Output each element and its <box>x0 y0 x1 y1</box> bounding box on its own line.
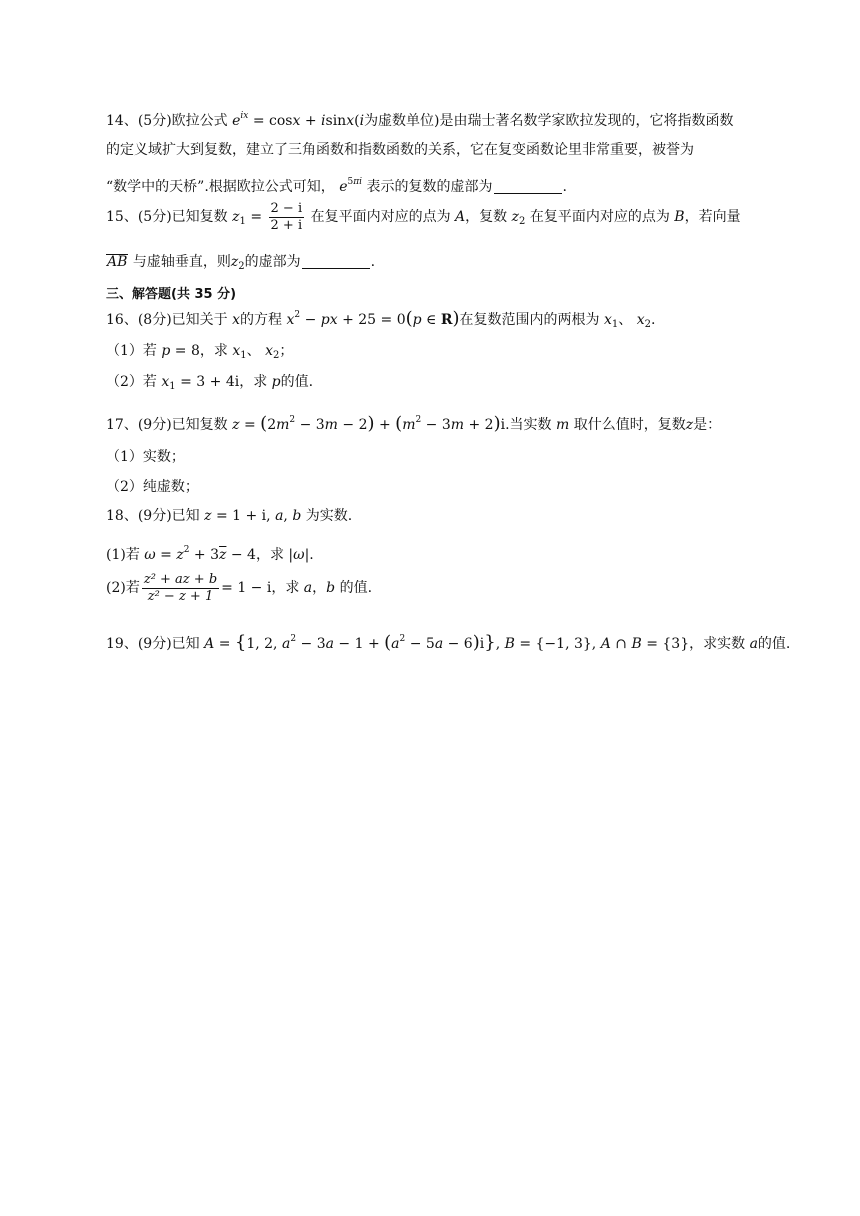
q18-fraction: $\frac{\text{z² + az + b}}{\text{z² − z + 1}}$ <box>143 571 218 604</box>
q14-line2: 的定义域扩大到复数，建立了三角函数和指数函数的关系，它在复变函数论里非常重要，被誉为 <box>106 142 694 158</box>
answer-blank <box>302 254 370 269</box>
q18-line1: 18、(9分)已知 z = 1 + i, a, b 为实数. <box>106 508 353 524</box>
q16-part2: （2）若 $x_1 = 3 + 4i$，求 p的值. <box>106 374 314 392</box>
q16-line1: 16、(8分)已知关于 x的方程 $x^2$ − px + 25 = 0(p ∈ R)在复数范围内的两根为 $x_1$、 $x_2$. <box>106 308 656 330</box>
q18-part2: (2)若 $\frac{\text{z² + az + b}}{\text{z² − z + 1}}$ = 1 − i，求 a，b 的值. <box>106 571 373 604</box>
q17-part1: （1）实数； <box>106 449 185 465</box>
point-a: A <box>455 209 466 225</box>
q14-text: 为虚数单位)是由瑞士著名数学家欧拉发现的，它将指数函数 <box>364 113 734 129</box>
answer-blank <box>494 179 562 194</box>
q14-score: 、(5分)欧拉公式 <box>123 113 228 129</box>
q14-line1: 14、(5分)欧拉公式 $e^{ix} = \cos x + isinx(i$为虚数单位)是由瑞士著名数学家欧拉发现的，它将指数函数 <box>106 111 734 129</box>
q19-formula: A = {1, 2, $a^2 - 3a - 1 + (a^2 - 5a - 6)i$}, B = {−1, 3}, A ∩ B = {3} <box>204 632 690 653</box>
q16-equation: $x^2$ − px + 25 = 0(p ∈ R) <box>286 308 460 329</box>
q15-z1: $z_1$ = $\frac{2 - i}{2 + i}$ <box>232 200 303 233</box>
q14-expression: $e^{5\pi i}$ <box>339 177 363 195</box>
q18-part1: (1)若 $\omega = z^2 + 3\overline{z} - 4$，求 |ω|. <box>106 545 314 563</box>
section-title: 三、解答题(共 35 分) <box>106 287 237 302</box>
q18-p1-formula: $\omega = z^2 + 3\overline{z} - 4$ <box>144 545 256 563</box>
q17-formula: $z = (2m^2 - 3m - 2) + (m^2 - 3m + 2)i$ <box>232 413 506 434</box>
q15-z2: $z_2$ <box>511 209 526 227</box>
q15-line2: AB 与虚轴垂直，则$z_2$的虚部为 . <box>107 254 376 272</box>
q14-euler-formula: $e^{ix} = \cos x + isinx$ <box>232 111 355 129</box>
q19-line1: 19、(9分)已知 A = {1, 2, $a^2 - 3a - 1 + (a^2 - 5a - 6)i$}, B = {−1, 3}, A ∩ B = {3}，求实数 a的值. <box>106 632 791 653</box>
q16-p1-condition: p = 8 <box>161 343 200 359</box>
q16-part1: （1）若 p = 8，求 $x_1$、 $x_2$； <box>106 343 294 361</box>
point-b: B <box>674 209 685 225</box>
q17-line1: 17、(9分)已知复数 $z = (2m^2 - 3m - 2) + (m^2 - 3m + 2)i$.当实数 m 取什么值时，复数z是： <box>106 413 722 434</box>
q17-part2: （2）纯虚数； <box>106 479 199 495</box>
q18-given: z = 1 + i, a, b <box>204 508 302 524</box>
q15-line1: 15、(5分)已知复数 $z_1$ = $\frac{2 - i}{2 + i}$ 在复平面内对应的点为 A，复数 $z_2$ 在复平面内对应的点为 B，若向量 <box>106 200 741 233</box>
q14-number: 14 <box>106 113 124 129</box>
q16-p2-condition: $x_1 = 3 + 4i$ <box>161 374 240 392</box>
vector-ab: AB <box>107 254 128 270</box>
q14-line3: “数学中的天桥”.根据欧拉公式可知， $e^{5\pi i}$ 表示的复数的虚部为 . <box>106 177 567 195</box>
